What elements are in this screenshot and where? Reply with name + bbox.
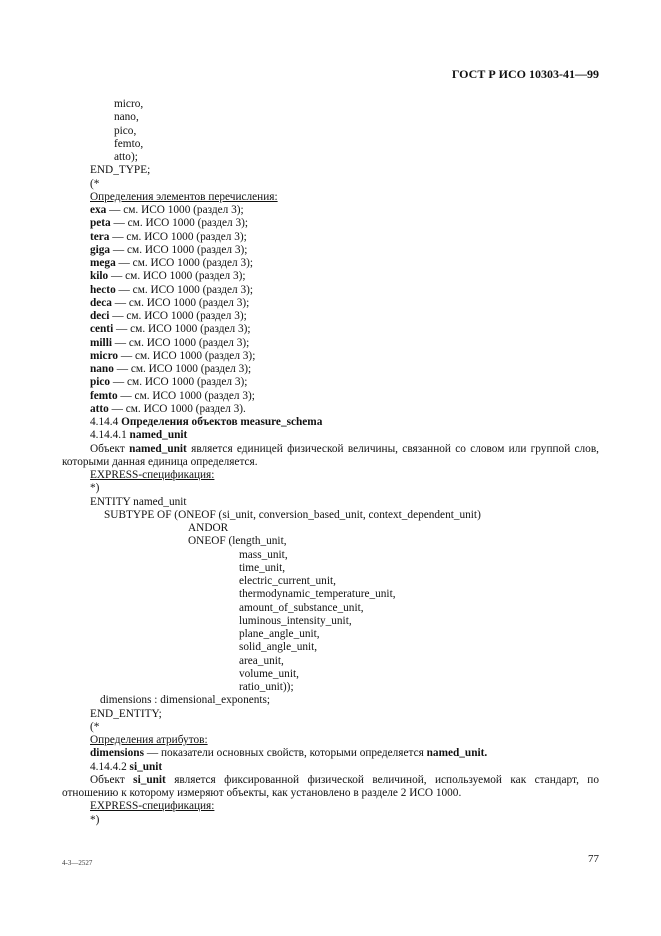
- unit-subtype: electric_current_unit,: [239, 575, 336, 587]
- prefix-term: peta: [90, 217, 111, 230]
- express-label: EXPRESS-спецификация:: [90, 800, 215, 813]
- unit-subtype: area_unit,: [239, 654, 284, 667]
- unit-subtype: solid_angle_unit,: [239, 641, 318, 654]
- andor-line: ANDOR: [188, 522, 229, 534]
- unit-subtype: volume_unit,: [239, 667, 299, 680]
- comment-open: (*: [90, 177, 100, 190]
- prefix-reference: — см. ИСО 1000 (раздел 3);: [106, 204, 244, 216]
- prefix-reference: — см. ИСО 1000 (раздел 3);: [111, 296, 250, 309]
- section-4-14-4-1: 4.14.4.1 named_unit: [90, 429, 188, 442]
- express-label: EXPRESS-спецификация:: [90, 469, 215, 481]
- prefix-term: deci: [90, 310, 110, 322]
- si-unit-paragraph: Объект si_unit является фиксированной физической величиной, используемой как стандарт, по отношению к которому измеряют объекты, как установлено в разделе 2 ИСО 1000.: [62, 773, 600, 799]
- unit-list: [62, 549, 599, 695]
- unit-subtype: mass_unit,: [239, 548, 288, 561]
- unit-subtype: luminous_intensity_unit,: [239, 614, 352, 627]
- enum-item: femto,: [114, 137, 144, 150]
- end-entity: END_ENTITY;: [90, 707, 162, 720]
- prefix-term: kilo: [90, 270, 109, 283]
- prefix-term: tera: [90, 230, 110, 243]
- prefix-reference: — см. ИСО 1000 (раздел 3);: [117, 389, 255, 402]
- prefix-definition: [62, 284, 599, 297]
- prefix-definition: [62, 403, 599, 416]
- comment-open: (*: [90, 720, 100, 733]
- prefix-reference: — см. ИСО 1000 (раздел 3);: [111, 336, 250, 349]
- prefix-reference: — см. ИСО 1000 (раздел 3).: [108, 402, 246, 415]
- enum-item: atto);: [114, 151, 138, 163]
- attribute-heading: Определения атрибутов:: [90, 734, 208, 746]
- print-code: 4-3—2527: [62, 859, 93, 867]
- unit-subtype: ratio_unit));: [239, 681, 294, 693]
- prefix-reference: — см. ИСО 1000 (раздел 3);: [110, 217, 249, 230]
- section-4-14-4-2: 4.14.4.2 si_unit: [90, 760, 163, 773]
- prefix-definition: [62, 257, 599, 270]
- document-header: ГОСТ Р ИСО 10303-41—99: [451, 67, 599, 81]
- prefix-definition: [62, 337, 599, 350]
- prefix-reference: — см. ИСО 1000 (раздел 3);: [110, 376, 248, 389]
- prefix-term: femto: [90, 389, 118, 402]
- prefix-definition: [62, 350, 599, 363]
- prefix-definition: [62, 323, 599, 336]
- prefix-definition: [62, 270, 599, 283]
- prefix-reference: — см. ИСО 1000 (раздел 3);: [113, 323, 251, 336]
- prefix-term: deca: [90, 296, 112, 309]
- enum-item: micro,: [114, 98, 144, 110]
- end-type: END_TYPE;: [90, 164, 151, 177]
- prefix-reference: — см. ИСО 1000 (раздел 3);: [109, 230, 247, 243]
- entity-line: ENTITY named_unit: [90, 495, 187, 508]
- prefix-reference: — см. ИСО 1000 (раздел 3);: [109, 310, 247, 322]
- oneof-line: ONEOF (length_unit,: [188, 535, 287, 548]
- prefix-term: nano: [90, 363, 114, 375]
- prefix-definition: [62, 204, 599, 217]
- attribute-line: dimensions : dimensional_exponents;: [100, 694, 271, 707]
- prefix-definitions: [62, 204, 599, 416]
- prefix-term: micro: [90, 349, 119, 362]
- prefix-term: centi: [90, 323, 114, 336]
- enum-item: pico,: [114, 124, 137, 137]
- dimensions-definition: dimensions — показатели основных свойств, которыми определяется named_unit.: [90, 747, 488, 760]
- enum-tail: [62, 98, 599, 164]
- prefix-definition: [62, 297, 599, 310]
- prefix-definition: [62, 376, 599, 389]
- prefix-definition: [62, 217, 599, 230]
- prefix-term: atto: [90, 402, 109, 415]
- prefix-term: milli: [90, 336, 112, 349]
- unit-subtype: thermodynamic_temperature_unit,: [239, 588, 396, 601]
- prefix-term: giga: [90, 243, 111, 256]
- prefix-reference: — см. ИСО 1000 (раздел 3);: [115, 283, 254, 296]
- page-body: [62, 98, 599, 827]
- prefix-reference: — см. ИСО 1000 (раздел 3);: [110, 243, 248, 256]
- prefix-term: pico: [90, 376, 111, 389]
- comment-close: *): [90, 813, 100, 826]
- prefix-term: exa: [90, 204, 107, 216]
- unit-subtype: plane_angle_unit,: [239, 628, 320, 640]
- unit-subtype: amount_of_substance_unit,: [239, 601, 364, 614]
- comment-close: *): [90, 482, 100, 495]
- prefix-reference: — см. ИСО 1000 (раздел 3);: [113, 363, 252, 375]
- prefix-definition: [62, 244, 599, 257]
- prefix-definition: [62, 310, 599, 323]
- prefix-definition: [62, 390, 599, 403]
- named-unit-paragraph: Объект named_unit является единицей физической величины, связанной со словом или группой слов, которыми данная единица определяется.: [62, 442, 599, 468]
- enum-heading: Определения элементов перечисления:: [90, 190, 278, 203]
- enum-item: nano,: [114, 111, 139, 124]
- page-number: 77: [588, 853, 599, 865]
- prefix-reference: — см. ИСО 1000 (раздел 3);: [108, 270, 246, 283]
- prefix-reference: — см. ИСО 1000 (раздел 3);: [118, 349, 256, 362]
- prefix-reference: — см. ИСО 1000 (раздел 3);: [115, 257, 254, 269]
- unit-subtype: time_unit,: [239, 561, 286, 574]
- prefix-term: mega: [90, 257, 116, 269]
- prefix-definition: [62, 363, 599, 376]
- prefix-term: hecto: [90, 283, 116, 296]
- subtype-line: SUBTYPE OF (ONEOF (si_unit, conversion_based_unit, context_dependent_unit): [104, 508, 481, 521]
- prefix-definition: [62, 231, 599, 244]
- section-4-14-4: 4.14.4 Определения объектов measure_schema: [90, 416, 323, 428]
